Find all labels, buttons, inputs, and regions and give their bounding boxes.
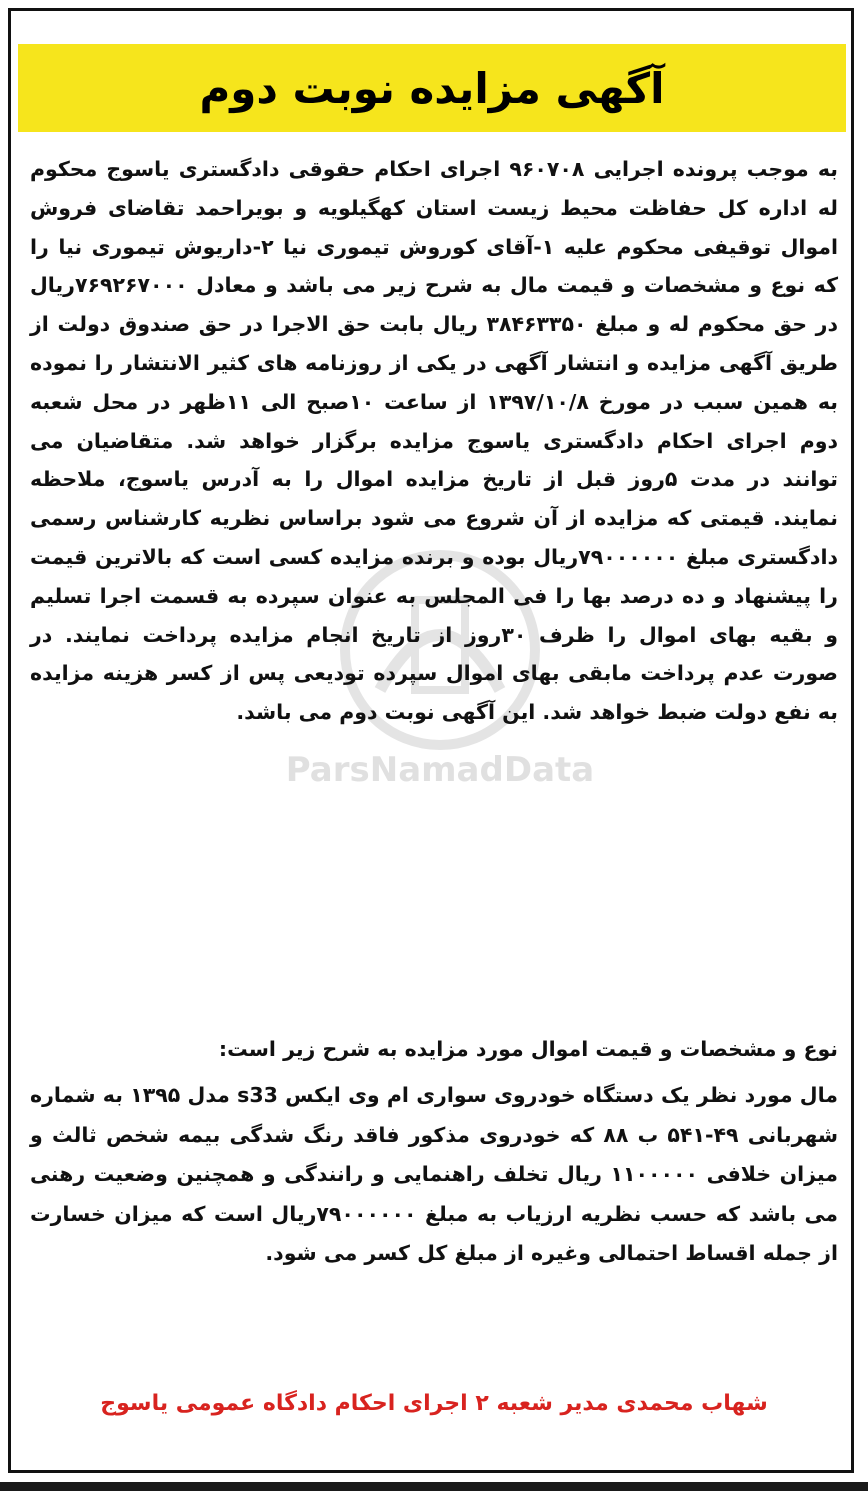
item-description: مال مورد نظر یک دستگاه خودروی سواری ام وی ایکس s33 مدل ۱۳۹۵ به شماره شهربانی ۴۹-۵۴۱ ب ۸۸ که خودروی مذکور فاقد رنگ شدگی بیمه شخص ثالث و میزان خلافی ۱۱۰۰۰۰۰ ریال تخلف راهنمایی و رانندگی و همچنین وضعیت رهنی می باشد که حسب نظریه ارزیاب به مبلغ ۷۹۰۰۰۰۰۰ریال است که میزان خسارت از جمله اقساط احتمالی وغیره از مبلغ کل کسر می شود. bbox=[30, 1083, 839, 1265]
items-heading: نوع و مشخصات و قیمت اموال مورد مزایده به شرح زیر است: bbox=[218, 1037, 838, 1061]
title-band bbox=[18, 44, 846, 132]
notice-body-paragraph: به موجب پرونده اجرایی ۹۶۰۷۰۸ اجرای احکام حقوقی دادگستری یاسوج محکوم له اداره کل حفاظت محیط زیست استان کهگیلویه و بویراحمد تقاضای فروش اموال توقیفی محکوم علیه ۱-آقای کوروش تیموری نیا ۲-داریوش تیموری نیا را که نوع و مشخصات و قیمت مال به شرح زیر می باشد و معادل ۷۶۹۲۶۷۰۰۰ریال در حق محکوم له و مبلغ ۳۸۴۶۳۳۵۰ ریال بابت حق الاجرا در حق صندوق دولت از طریق آگهی مزایده و انتشار آگهی در یکی از روزنامه های کثیر الانتشار را نموده به همین سبب در مورخ ۱۳۹۷/۱۰/۸ از ساعت ۱۰صبح الی ۱۱ظهر در محل شعبه دوم اجرای احکام دادگستری یاسوج مزایده برگزار خواهد شد. متقاضیان می توانند در مدت ۵روز قبل از تاریخ مزایده اموال را به آدرس یاسوج، ملاحظه نمایند. قیمتی که مزایده از آن شروع می شود براساس نظریه کارشناس رسمی دادگستری مبلغ ۷۹۰۰۰۰۰۰ریال بوده و برنده مزایده کسی است که بالاترین قیمت را پیشنهاد و ده درصد بها را فی المجلس به عنوان سپرده به قسمت اجرا تسلیم و بقیه بهای اموال را ظرف ۳۰روز از تاریخ انجام مزایده پرداخت نمایند. در صورت عدم پرداخت مابقی بهای اموال سپرده تودیعی پس از کسر هزینه مزایده به نفع دولت ضبط خواهد شد. این آگهی نوبت دوم می باشد. bbox=[30, 157, 839, 725]
watermark-text: ParsNamadData bbox=[285, 750, 595, 790]
bottom-divider bbox=[0, 1482, 868, 1491]
notice-title: آگهی مزایده نوبت دوم bbox=[199, 63, 665, 113]
notice-body bbox=[30, 150, 838, 732]
signature-line: شهاب محمدی مدیر شعبه ۲ اجرای احکام دادگاه عمومی یاسوج bbox=[100, 1391, 768, 1416]
